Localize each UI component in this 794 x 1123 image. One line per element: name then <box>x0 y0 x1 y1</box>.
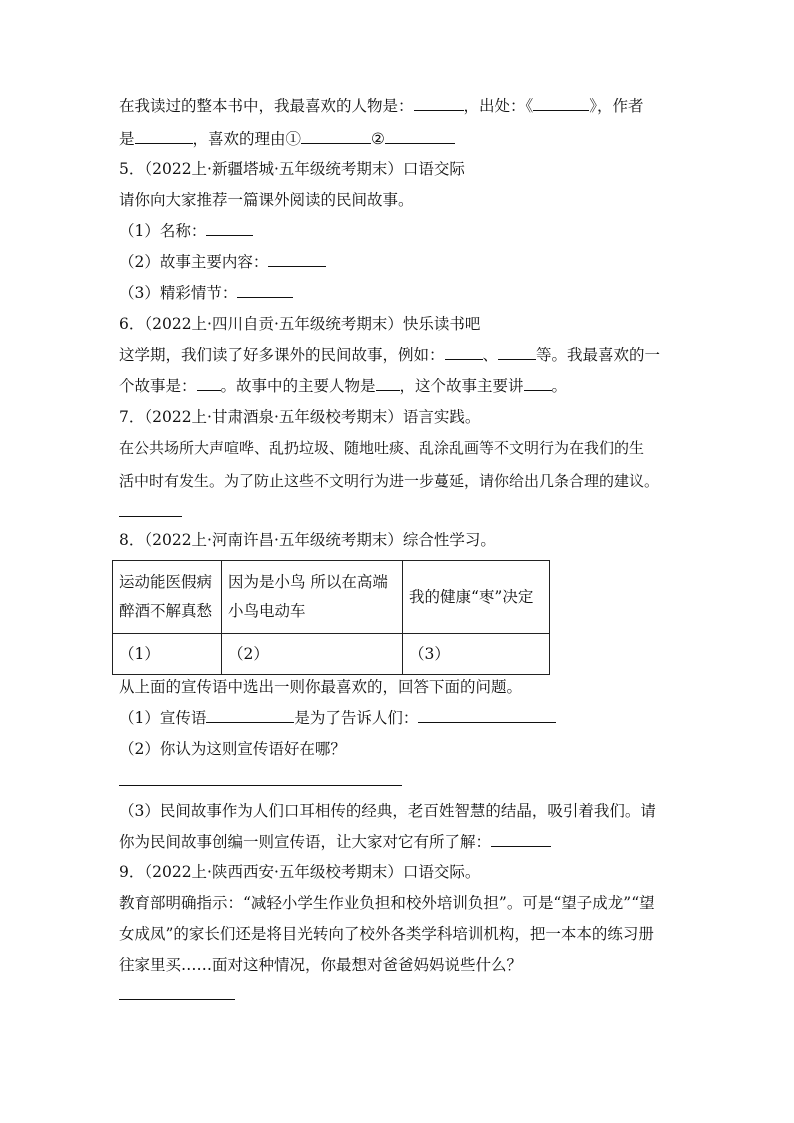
slogan-cell-2 <box>222 561 403 634</box>
slogan-row <box>113 561 550 634</box>
answer-blank[interactable] <box>524 376 552 391</box>
q8-sub-3-line-2 <box>119 832 689 852</box>
answer-cell-2[interactable]: （2） <box>222 634 403 675</box>
q5-prompt: 请你向大家推荐一篇课外阅读的民间故事。 <box>119 191 414 209</box>
answer-blank[interactable] <box>491 832 551 847</box>
q6-line-1 <box>119 345 689 365</box>
q9-line-3: 往家里买……面对这种情况，你最想对爸爸妈妈说些什么？ <box>119 956 523 974</box>
item-label: （1）名称： <box>119 222 207 240</box>
answer-blank[interactable] <box>445 345 483 360</box>
answer-blank[interactable] <box>414 96 464 111</box>
slogan-text: 我的健康“枣”决定 <box>409 587 534 606</box>
q4-text: ，出处：《 <box>463 97 534 115</box>
q4-line-1 <box>119 96 689 116</box>
answer-blank[interactable] <box>135 129 193 144</box>
answer-blank[interactable] <box>533 96 589 111</box>
q8-sub-3-line-1: （3）民间故事作为人们口耳相传的经典，老百姓智慧的结晶，吸引着我们。请 <box>119 802 656 820</box>
q5-item-2 <box>119 252 689 272</box>
answer-line[interactable] <box>119 999 235 1000</box>
q4-text: 在我读过的整本书中，我最喜欢的人物是： <box>119 97 414 115</box>
answer-blank[interactable] <box>498 345 536 360</box>
answer-blank[interactable] <box>376 376 400 391</box>
q5-item-1 <box>119 221 689 241</box>
q7-header: 7．（2022上·甘肃酒泉·五年级校考期末）语言实践。 <box>119 408 481 426</box>
slogan-cell-1 <box>113 561 222 634</box>
item-label: （3）精彩情节： <box>119 284 238 302</box>
answer-blank[interactable] <box>268 252 326 267</box>
q5-header: 5．（2022上·新疆塔城·五年级统考期末）口语交际 <box>119 160 465 178</box>
sub-label: 你为民间故事创编一则宣传语，让大家对它有所了解： <box>119 833 492 851</box>
slogan-text: 运动能医假病 <box>119 573 213 591</box>
item-label: （2）故事主要内容： <box>119 253 269 271</box>
slogan-text: 醉酒不解真愁 <box>119 602 213 620</box>
q8-sub-2: （2）你认为这则宣传语好在哪？ <box>119 740 346 758</box>
q9-line-1: 教育部明确指示：“减轻小学生作业负担和校外培训负担”。可是“望子成龙”“望 <box>119 894 655 912</box>
q5-item-3 <box>119 283 689 303</box>
answer-blank[interactable] <box>237 283 293 298</box>
q6-text: 个故事是： <box>119 377 197 395</box>
circled-number-2: ② <box>371 130 385 148</box>
q4-line-2 <box>119 129 689 149</box>
q8-instruction: 从上面的宣传语中选出一则你最喜欢的，回答下面的问题。 <box>119 678 523 696</box>
answer-blank[interactable] <box>385 129 455 144</box>
q4-text: 》，作者 <box>589 97 644 115</box>
q4-text: 是 <box>119 130 135 148</box>
answer-blank[interactable] <box>418 708 556 723</box>
q6-text: 、 <box>482 346 499 364</box>
q6-text: 。 <box>551 377 568 395</box>
q7-line-1: 在公共场所大声喧哗、乱扔垃圾、随地吐痰、乱涂乱画等不文明行为在我们的生 <box>119 439 645 457</box>
slogan-table <box>112 560 550 675</box>
q9-line-2: 女成凤”的家长们还是将目光转向了校外各类学科培训机构，把一本本的练习册 <box>119 925 654 943</box>
answer-blank[interactable] <box>206 708 294 723</box>
slogan-text: 因为是小鸟 所以在高端 <box>228 573 388 591</box>
q6-text: 。故事中的主要人物是 <box>220 377 376 395</box>
slogan-cell-3 <box>403 561 550 634</box>
q9-header: 9．（2022上·陕西西安·五年级校考期末）口语交际。 <box>119 863 481 881</box>
q8-sub-1 <box>119 708 689 728</box>
slogan-text: 小鸟电动车 <box>228 602 306 620</box>
q6-text: 这学期，我们读了好多课外的民间故事，例如： <box>119 346 445 364</box>
answer-blank[interactable] <box>206 221 253 236</box>
answer-blank[interactable] <box>197 376 221 391</box>
sub-label: 是为了告诉人们： <box>294 709 419 727</box>
sub-label: （1）宣传语 <box>119 709 207 727</box>
answer-line[interactable] <box>119 785 402 786</box>
q6-header: 6．（2022上·四川自贡·五年级统考期末）快乐读书吧 <box>119 315 481 333</box>
q6-line-2 <box>119 376 689 396</box>
answer-cell-3[interactable]: （3） <box>403 634 550 675</box>
q6-text: 等。我最喜欢的一 <box>536 346 661 364</box>
answer-cell-1[interactable]: （1） <box>113 634 222 675</box>
answer-blank[interactable] <box>301 129 371 144</box>
q4-text: ，喜欢的理由 <box>192 130 286 148</box>
answer-row <box>113 634 550 675</box>
q6-text: ，这个故事主要讲 <box>399 377 524 395</box>
answer-line[interactable] <box>119 516 182 517</box>
q8-header: 8．（2022上·河南许昌·五年级统考期末）综合性学习。 <box>119 531 496 549</box>
circled-number-1: ① <box>285 130 302 148</box>
q7-line-2: 活中时有发生。为了防止这些不文明行为进一步蔓延，请你给出几条合理的建议。 <box>119 472 660 490</box>
